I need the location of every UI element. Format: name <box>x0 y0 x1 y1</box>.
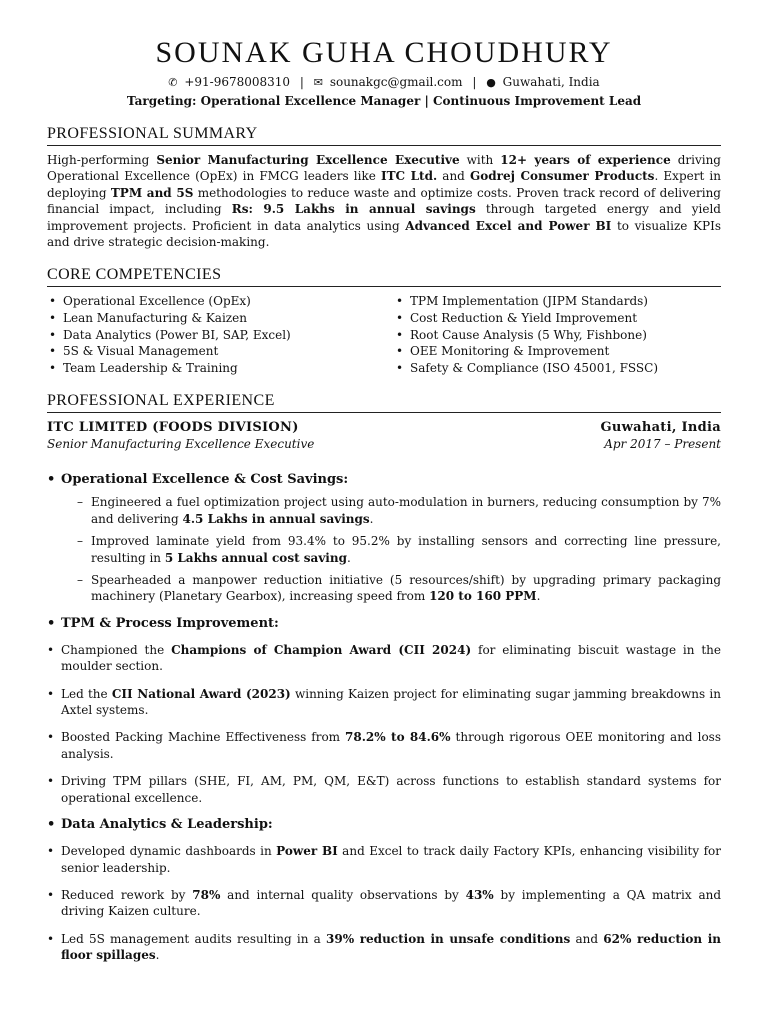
location: Guwahati, India <box>502 75 600 89</box>
contact-line <box>47 74 721 91</box>
job-header <box>47 419 721 436</box>
section-title-summary: PROFESSIONAL SUMMARY <box>47 125 721 146</box>
competency-item: • Lean Manufacturing & Kaizen <box>63 310 374 327</box>
list-item: – Engineered a fuel optimization project using auto-modulation in burners, reducing consumption by 7% and delivering 4.5 Lakhs in annual savings. <box>91 494 721 527</box>
target-roles-line <box>47 93 721 109</box>
target-label: Targeting: <box>126 94 197 108</box>
phone-icon: ✆ <box>168 76 178 89</box>
section-title-competencies: CORE COMPETENCIES <box>47 266 721 287</box>
map-pin-icon: ● <box>486 76 496 89</box>
competency-item: • Root Cause Analysis (5 Why, Fishbone) <box>410 327 721 344</box>
group-heading-data: • Data Analytics & Leadership: <box>47 816 721 833</box>
phone-number[interactable]: +91-9678008310 <box>184 75 291 89</box>
competency-item: • Cost Reduction & Yield Improvement <box>410 310 721 327</box>
competencies-left <box>47 293 374 376</box>
competency-item: • 5S & Visual Management <box>63 343 374 360</box>
envelope-icon: ✉ <box>313 76 323 89</box>
list-item: – Improved laminate yield from 93.4% to 95.2% by installing sensors and correcting line pressure, resulting in 5 Lakhs annual cost saving. <box>91 533 721 566</box>
list-item: • Developed dynamic dashboards in Power BI and Excel to track daily Factory KPIs, enhancing visibility for senior leadership. <box>47 843 721 876</box>
list-item: • Led 5S management audits resulting in a 39% reduction in unsafe conditions and 62% reduction in floor spillages. <box>47 931 721 964</box>
opex-subitems <box>91 494 721 604</box>
list-item: • Led the CII National Award (2023) winning Kaizen project for eliminating sugar jamming breakdowns in Axtel systems. <box>47 686 721 719</box>
competency-item: • Team Leadership & Training <box>63 360 374 377</box>
competency-item: • OEE Monitoring & Improvement <box>410 343 721 360</box>
list-item: • Reduced rework by 78% and internal quality observations by 43% by implementing a QA matrix and driving Kaizen culture. <box>47 887 721 920</box>
competency-item: • Data Analytics (Power BI, SAP, Excel) <box>63 327 374 344</box>
job-subheader <box>47 436 721 453</box>
list-item: – Spearheaded a manpower reduction initiative (5 resources/shift) by upgrading primary packaging machinery (Planetary Gearbox), increasing speed from 120 to 160 PPM. <box>91 572 721 605</box>
competency-item: • Safety & Compliance (ISO 45001, FSSC) <box>410 360 721 377</box>
email-link[interactable]: sounakgc@gmail.com <box>329 75 463 89</box>
competencies-right <box>394 293 721 376</box>
section-title-experience: PROFESSIONAL EXPERIENCE <box>47 392 721 413</box>
summary-paragraph: High-performing Senior Manufacturing Excellence Executive with 12+ years of experience driving Operational Excellence (OpEx) in FMCG leaders like ITC Ltd. and Godrej Consumer Products. Expert in deploying TPM and 5S methodologies to reduce waste and optimize costs. Proven track record of delivering financial impact, including Rs: 9.5 Lakhs in annual savings through targeted energy and yield improvement projects. Proficient in data analytics using Advanced Excel and Power BI to visualize KPIs and drive strategic decision-making. <box>47 153 721 250</box>
competencies-grid <box>47 293 721 376</box>
job-location: Guwahati, India <box>600 420 721 436</box>
list-item: • Boosted Packing Machine Effectiveness from 78.2% to 84.6% through rigorous OEE monitoring and loss analysis. <box>47 729 721 762</box>
job-role: Senior Manufacturing Excellence Executive <box>47 437 315 452</box>
job-dates: Apr 2017 – Present <box>604 437 721 452</box>
separator: | <box>472 75 477 89</box>
data-bullets <box>47 843 721 963</box>
group-heading-opex: • Operational Excellence & Cost Savings: <box>47 471 721 488</box>
tpm-bullets <box>47 642 721 806</box>
list-item: • Championed the Champions of Champion Award (CII 2024) for eliminating biscuit wastage in the moulder section. <box>47 642 721 675</box>
company-name: ITC LIMITED (FOODS DIVISION) <box>47 420 299 436</box>
list-item: • Driving TPM pillars (SHE, FI, AM, PM, QM, E&T) across functions to establish standard systems for operational excellence. <box>47 773 721 806</box>
competency-item: • Operational Excellence (OpEx) <box>63 293 374 310</box>
candidate-name: SOUNAK GUHA CHOUDHURY <box>155 36 613 69</box>
competency-item: • TPM Implementation (JIPM Standards) <box>410 293 721 310</box>
group-heading-tpm: • TPM & Process Improvement: <box>47 615 721 632</box>
target-roles: Operational Excellence Manager | Continuous Improvement Lead <box>200 94 642 108</box>
separator: | <box>299 75 304 89</box>
